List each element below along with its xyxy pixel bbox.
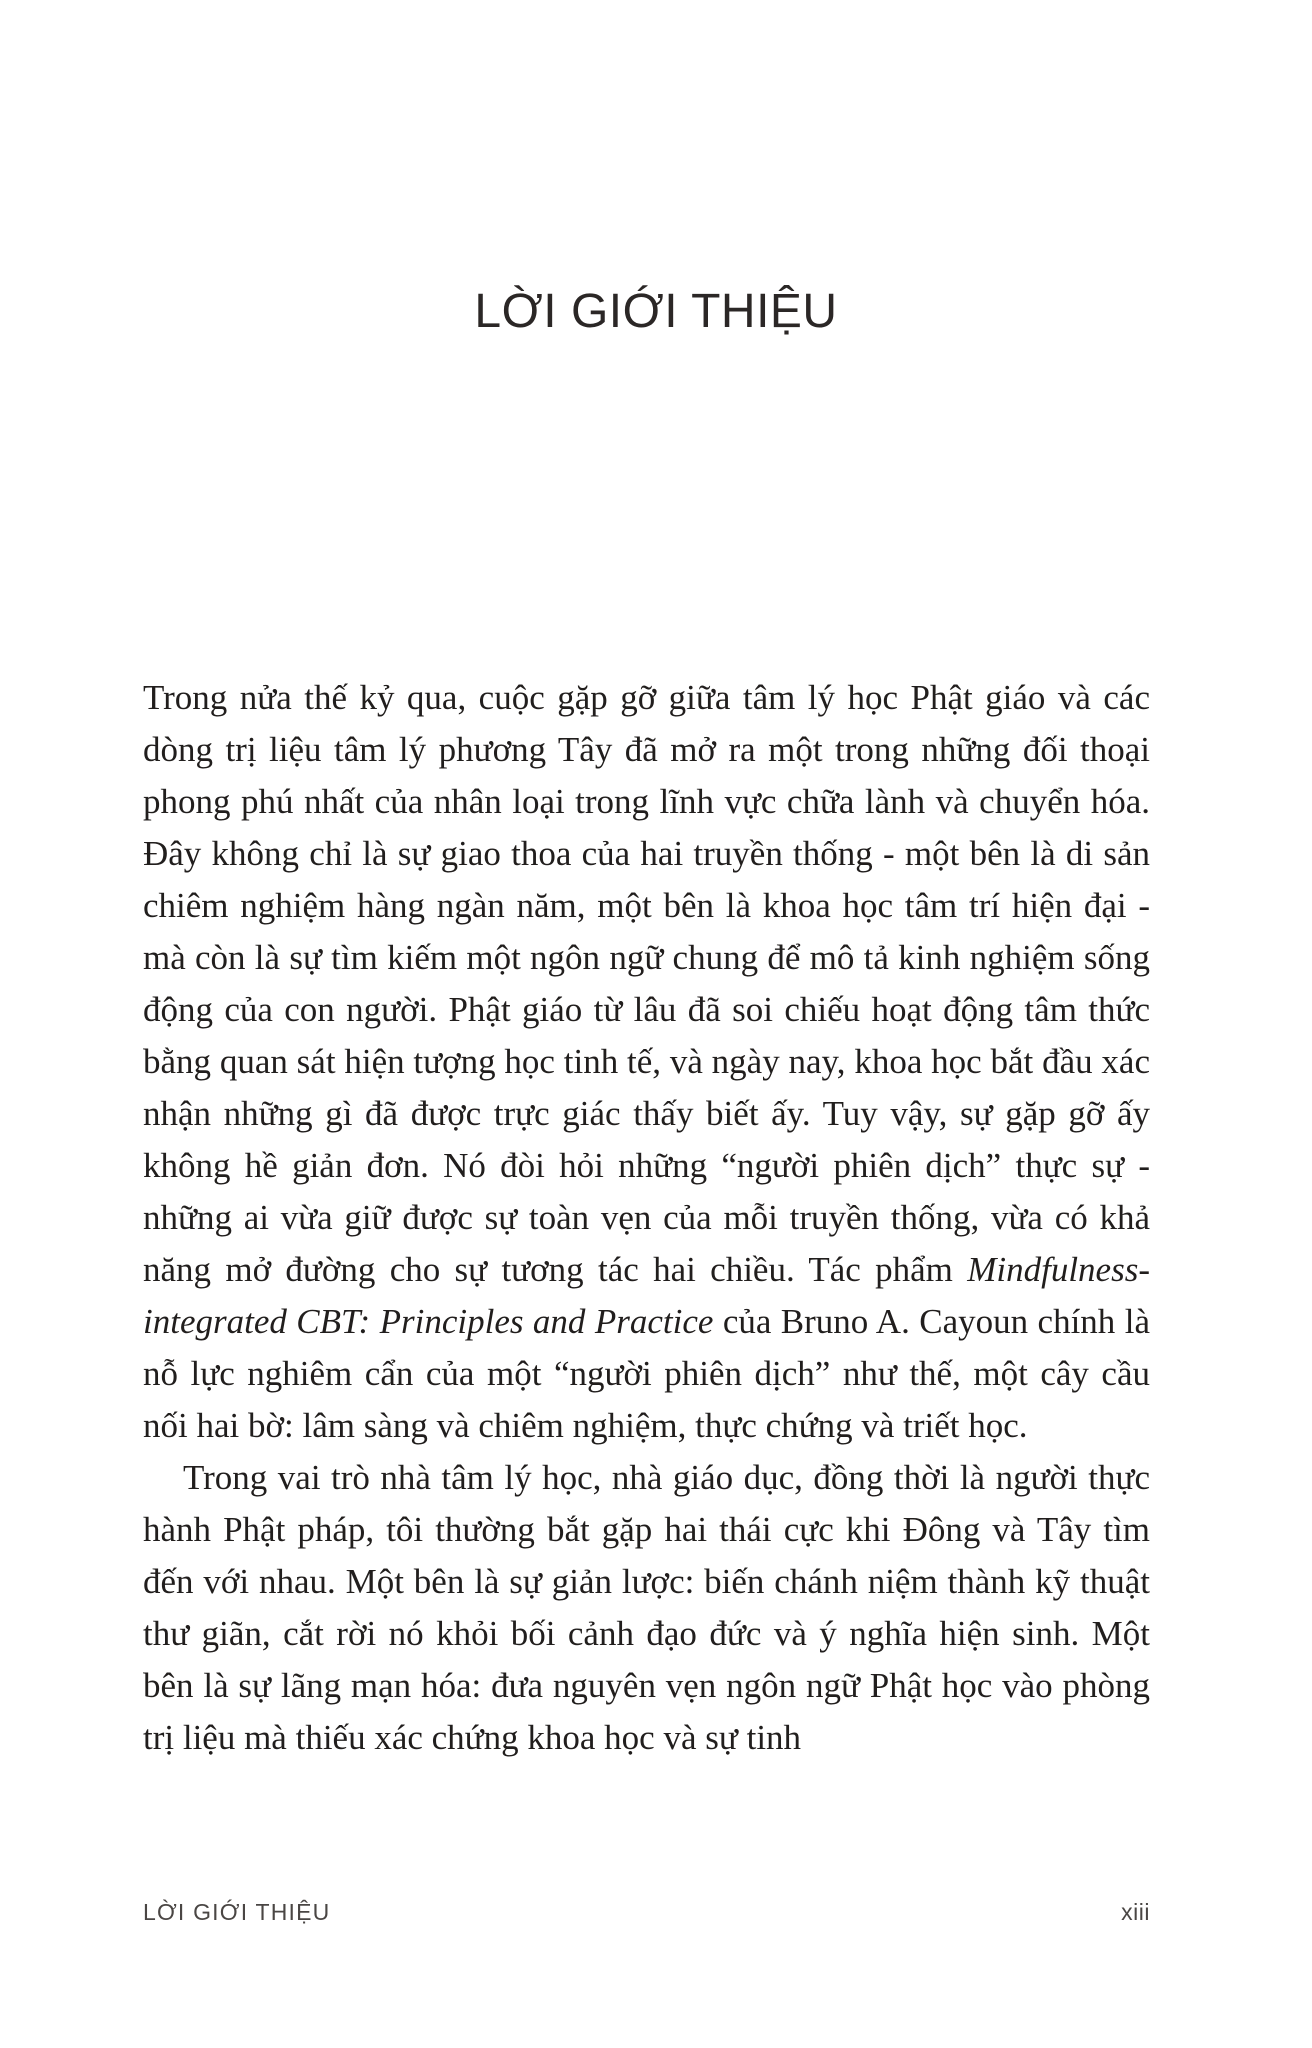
paragraph (143, 672, 1150, 1452)
page-title: LỜI GIỚI THIỆU (474, 285, 838, 338)
footer-section-label: LỜI GIỚI THIỆU (143, 1899, 331, 1925)
paragraph (143, 1452, 1150, 1764)
book-title-italic: Mindfulness-integrated CBT: Principles and Practice (143, 1250, 1150, 1341)
paragraph-text: Trong vai trò nhà tâm lý học, nhà giáo dục, đồng thời là người thực hành Phật pháp, tôi thường bắt gặp hai thái cực khi Đông và Tây tìm đến với nhau. Một bên là sự giản lược: biến chánh niệm thành kỹ thuật thư giãn, cắt rời nó khỏi bối cảnh đạo đức và ý nghĩa hiện sinh. Một bên là sự lãng mạn hóa: đưa nguyên vẹn ngôn ngữ Phật học vào phòng trị liệu mà thiếu xác chứng khoa học và sự tinh (143, 1458, 1150, 1757)
footer-page-number: xiii (1121, 1899, 1150, 1925)
body-text (143, 672, 1150, 1764)
paragraph-text: của Bruno A. Cayoun chính là nỗ lực nghiêm cẩn của một “người phiên dịch” như thế, một cây cầu nối hai bờ: lâm sàng và chiêm nghiệm, thực chứng và triết học. (143, 1302, 1150, 1445)
paragraph-text: Trong nửa thế kỷ qua, cuộc gặp gỡ giữa tâm lý học Phật giáo và các dòng trị liệu tâm lý phương Tây đã mở ra một trong những đối thoại phong phú nhất của nhân loại trong lĩnh vực chữa lành và chuyển hóa. Đây không chỉ là sự giao thoa của hai truyền thống - một bên là di sản chiêm nghiệm hàng ngàn năm, một bên là khoa học tâm trí hiện đại - mà còn là sự tìm kiếm một ngôn ngữ chung để mô tả kinh nghiệm sống động của con người. Phật giáo từ lâu đã soi chiếu hoạt động tâm thức bằng quan sát hiện tượng học tinh tế, và ngày nay, khoa học bắt đầu xác nhận những gì đã được trực giác thấy biết ấy. Tuy vậy, sự gặp gỡ ấy không hề giản đơn. Nó đòi hỏi những “người phiên dịch” thực sự - những ai vừa giữ được sự toàn vẹn của mỗi truyền thống, vừa có khả năng mở đường cho sự tương tác hai chiều. Tác phẩm (143, 678, 1150, 1289)
